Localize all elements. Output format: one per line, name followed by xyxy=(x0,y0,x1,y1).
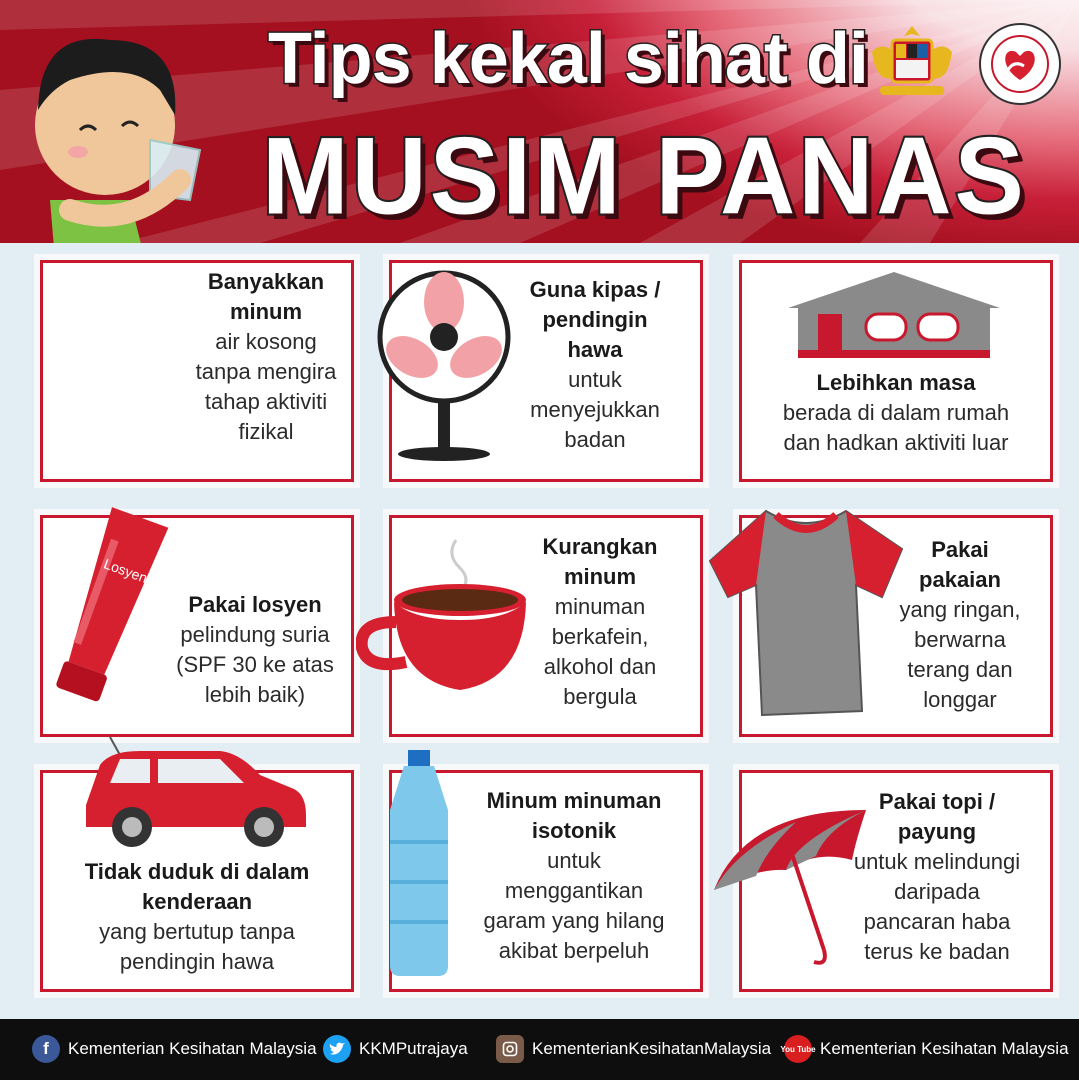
tip-body: yang bertutup tanpa xyxy=(99,919,295,944)
facebook-link[interactable] xyxy=(32,1035,317,1063)
title-line-2: MUSIM PANAS xyxy=(262,116,1027,238)
tip-title: pakaian xyxy=(919,567,1001,592)
tip-body: pendingin hawa xyxy=(119,949,275,974)
header-banner xyxy=(0,0,1079,243)
tip-text-stay-indoors xyxy=(745,368,1047,458)
tip-title: minum xyxy=(563,564,637,589)
tip-body: berkafein, xyxy=(551,624,649,649)
twitter-label: KKMPutrajaya xyxy=(359,1039,468,1058)
tip-body: lebih baik) xyxy=(204,682,306,707)
house-icon xyxy=(788,268,1000,358)
losyen-label: Losyen xyxy=(101,555,150,586)
tip-title: Guna kipas / xyxy=(529,277,661,302)
tip-body: yang ringan, xyxy=(899,597,1021,622)
tip-body: terus ke badan xyxy=(864,939,1010,964)
malaysia-crest-logo xyxy=(866,22,958,102)
title-line-1: Tips kekal sihat di xyxy=(268,19,868,99)
tip-title: kenderaan xyxy=(141,889,253,914)
tip-body: garam yang hilang xyxy=(483,908,665,933)
kkm-logo xyxy=(978,22,1062,106)
youtube-icon-text: You Tube xyxy=(780,1044,816,1054)
youtube-label: Kementerian Kesihatan Malaysia xyxy=(820,1039,1069,1058)
tip-body: daripada xyxy=(894,879,980,904)
tip-title: isotonik xyxy=(531,818,617,843)
car-icon xyxy=(80,735,312,850)
tip-body: alkohol dan xyxy=(543,654,657,679)
tip-body: bergula xyxy=(563,684,637,709)
tip-body: untuk xyxy=(547,848,601,873)
tip-body: dan hadkan aktiviti luar xyxy=(783,430,1009,455)
tip-body: fizikal xyxy=(238,419,294,444)
tip-body: tanpa mengira xyxy=(195,359,337,384)
tip-title: minum xyxy=(229,299,303,324)
facebook-label: Kementerian Kesihatan Malaysia xyxy=(68,1039,317,1058)
tip-body: berwarna xyxy=(914,627,1006,652)
tip-text-reduce-drinks xyxy=(520,532,680,712)
instagram-icon xyxy=(496,1035,524,1063)
tip-title: Kurangkan xyxy=(542,534,658,559)
facebook-icon: f xyxy=(32,1035,60,1063)
tip-text-car xyxy=(48,857,346,977)
tip-text-isotonic xyxy=(462,786,686,966)
coffee-cup-icon xyxy=(356,530,532,700)
tip-body: minuman xyxy=(554,594,646,619)
tip-body: menyejukkan xyxy=(530,397,660,422)
tip-title: hawa xyxy=(567,337,623,362)
tip-body: berada di dalam rumah xyxy=(782,400,1010,425)
tip-body: untuk melindungi xyxy=(853,849,1021,874)
twitter-link[interactable] xyxy=(323,1035,468,1063)
instagram-link[interactable] xyxy=(496,1035,771,1063)
tip-body: air kosong xyxy=(215,329,317,354)
tip-body: untuk xyxy=(568,367,622,392)
social-footer xyxy=(0,1019,1079,1080)
tip-title: pendingin xyxy=(542,307,648,332)
water-bottle-icon xyxy=(378,750,460,980)
youtube-link[interactable] xyxy=(780,1035,1069,1063)
tip-title: Pakai xyxy=(931,537,989,562)
tip-text-fan xyxy=(510,275,680,455)
tip-text-drink-water xyxy=(176,267,356,447)
tip-title: Banyakkan xyxy=(207,269,325,294)
instagram-label: KementerianKesihatanMalaysia xyxy=(532,1039,772,1058)
tip-text-sunscreen xyxy=(150,590,360,710)
tip-title: Pakai losyen xyxy=(188,592,322,617)
twitter-icon xyxy=(323,1035,351,1063)
tip-body: terang dan xyxy=(907,657,1013,682)
tshirt-icon xyxy=(706,505,906,720)
tip-body: pancaran haba xyxy=(863,909,1011,934)
tip-text-umbrella xyxy=(832,787,1042,967)
tip-title: Lebihkan masa xyxy=(816,370,976,395)
tip-title: Pakai topi / xyxy=(878,789,996,814)
tip-body: pelindung suria xyxy=(180,622,330,647)
tip-body: tahap aktiviti xyxy=(204,389,328,414)
tip-title: payung xyxy=(897,819,977,844)
boy-drinking-water-illustration xyxy=(10,20,240,243)
tip-body: longgar xyxy=(923,687,997,712)
fan-icon xyxy=(374,262,514,462)
tip-body: akibat berpeluh xyxy=(498,938,650,963)
tip-title: Tidak duduk di dalam xyxy=(84,859,310,884)
tip-body: (SPF 30 ke atas xyxy=(176,652,334,677)
tip-body: menggantikan xyxy=(504,878,644,903)
tip-body: badan xyxy=(564,427,626,452)
youtube-icon xyxy=(780,1035,816,1063)
tip-text-clothing xyxy=(880,535,1040,715)
tip-title: Minum minuman xyxy=(486,788,662,813)
